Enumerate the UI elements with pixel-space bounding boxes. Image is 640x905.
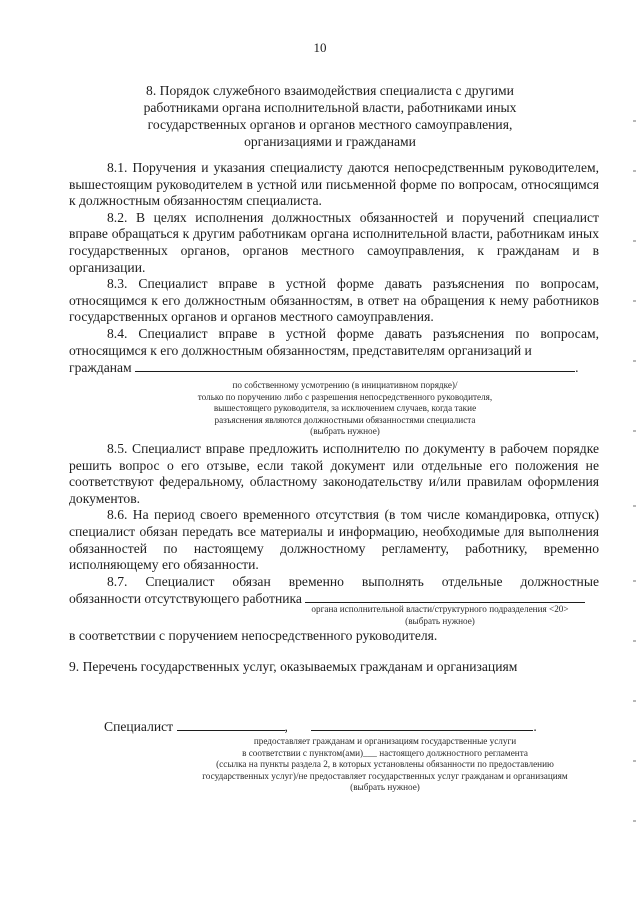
section-9-line (104, 718, 604, 736)
paragraph-8-4-tail (69, 359, 599, 377)
note-line: (выбрать нужное) (405, 615, 475, 626)
note-8-7 (280, 604, 600, 627)
heading-line: работниками органа исполнительной власти, работниками иных (143, 100, 517, 115)
note-line: (выбрать нужное) (350, 782, 420, 792)
paragraph-8-4: 8.4. Специалист вправе в устной форме давать разъяснения по вопросам, относящимся к его должностным обязанностям, представителям организаций и (69, 325, 599, 358)
note-line: предоставляет гражданам и организациям государственные услуги (253, 736, 517, 746)
period: . (533, 719, 537, 734)
note-line: по собственному усмотрению (в инициативном порядке)/ (232, 380, 458, 390)
note-line: органа исполнительной власти/структурного подразделения <20> (311, 604, 569, 614)
comma: , (284, 719, 288, 734)
scan-margin-marks (632, 0, 638, 905)
paragraph-8-3: 8.3. Специалист вправе в устной форме давать разъяснения по вопросам, относящимся к его должностным обязанностям, в ответ на обращения к нему работников государственных органов и органов местного самоуправления. (69, 276, 599, 325)
note-line: (ссылка на пункты раздела 2, в которых установлены обязанности по предоставлению (216, 759, 554, 769)
blank-line[interactable] (177, 718, 285, 731)
note-9 (150, 736, 620, 794)
specialist-label: Специалист (104, 719, 174, 734)
heading-line: государственных органов и органов местного самоуправления, (147, 117, 513, 132)
paragraph-8-7-line-1: 8.7. Специалист обязан временно выполнять отдельные должностные (107, 573, 599, 589)
section-8-heading (120, 82, 540, 150)
note-line: разъяснения являются должностными обязанностями специалиста (214, 414, 476, 425)
period: . (575, 360, 579, 376)
note-8-4 (160, 380, 530, 438)
paragraph-8-2: 8.2. В целях исполнения должностных обязанностей и поручений специалист вправе обращаться к другим работникам органа исполнительной власти, работникам иных государственных органов, органов местного самоуправления, к гражданам и в организации. (69, 209, 599, 275)
section-8-body (69, 160, 599, 377)
blank-line[interactable] (311, 718, 533, 731)
blank-line[interactable] (305, 590, 585, 603)
section-8-body-continued (69, 441, 599, 608)
paragraph-8-6: 8.6. На период своего временного отсутствия (в том числе командировка, отпуск) специалист обязан передать все материалы и информацию, необходимые для выполнения обязанностей по настоящему должностному регламенту, работнику, временно исполняющему его обязанности. (69, 507, 599, 573)
citizens-word: гражданам (69, 360, 132, 376)
heading-line: организациями и гражданами (244, 134, 416, 149)
paragraph-8-7-tail: в соответствии с поручением непосредственного руководителя. (69, 628, 438, 643)
note-line: вышестоящего руководителя, за исключением случаев, когда такие (213, 403, 477, 413)
note-line: в соответствии с пунктом(ами)___ настоящего должностного регламента (242, 747, 528, 758)
note-line: государственных услуг)/не предоставляет государственных услуг гражданам и организациям (202, 770, 568, 781)
page-number: 10 (313, 40, 327, 55)
paragraph-8-5: 8.5. Специалист вправе предложить исполнителю по документу в рабочем порядке решить вопрос о его отзыве, если такой документ или отдельные его положения не соответствуют федеральному, областному законодательству и/или правилам оформления документов. (69, 441, 599, 506)
note-line: только по поручению либо с разрешения непосредственного руководителя, (197, 391, 493, 402)
section-9-heading: 9. Перечень государственных услуг, оказываемых гражданам и организациям (69, 659, 518, 674)
blank-line[interactable] (135, 359, 575, 372)
note-line: (выбрать нужное) (310, 426, 380, 436)
paragraph-8-1: 8.1. Поручения и указания специалисту даются непосредственным руководителем, вышестоящим руководителем в устной или письменной форме по вопросам, относящимся к должностным обязанностям специалиста. (69, 160, 599, 209)
heading-line: 8. Порядок служебного взаимодействия специалиста с другими (146, 83, 514, 98)
absent-worker-text: обязанности отсутствующего работника (69, 591, 302, 607)
